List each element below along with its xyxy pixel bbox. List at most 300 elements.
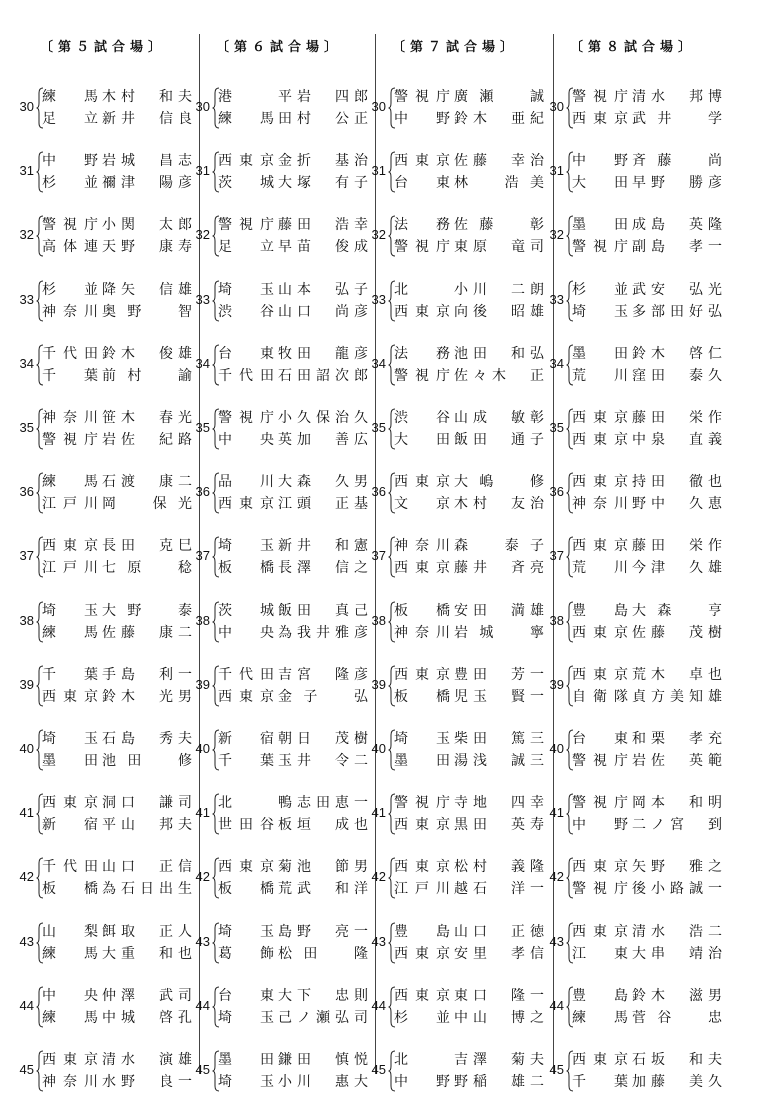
competitor-affiliation: 練 馬 bbox=[42, 89, 98, 105]
competitor-name: 藤田 栄作 bbox=[632, 538, 722, 555]
competitor-red bbox=[572, 343, 722, 365]
match-entry bbox=[542, 792, 724, 840]
match-entry bbox=[188, 985, 370, 1033]
competitor-name: 松田 隆 bbox=[278, 945, 368, 962]
match-number: 42 bbox=[549, 869, 564, 885]
match-number: 42 bbox=[195, 869, 210, 885]
competitor-red bbox=[42, 664, 192, 686]
competitor-affiliation: 西東京 bbox=[572, 624, 628, 641]
competitor-affiliation: 埼 玉 bbox=[218, 1074, 274, 1090]
competitor-name: 児玉 賢一 bbox=[454, 688, 544, 705]
competitor-affiliation: 渋 谷 bbox=[218, 303, 274, 320]
competitor-name: 玉井 令二 bbox=[278, 753, 368, 769]
competitor-name: 岡本 和明 bbox=[632, 795, 722, 812]
match-entry bbox=[542, 921, 724, 969]
competitor-white bbox=[572, 686, 722, 708]
competitor-red bbox=[394, 343, 544, 365]
competitor-affiliation: 杉 並 bbox=[42, 175, 98, 192]
match-entry bbox=[364, 985, 546, 1033]
competitor-name: 佐藤 茂樹 bbox=[632, 624, 722, 641]
competitor-affiliation: 板 橋 bbox=[42, 881, 98, 898]
match-entry bbox=[12, 150, 194, 198]
competitor-affiliation: 墨 田 bbox=[572, 345, 628, 362]
competitor-name: 大重 和也 bbox=[102, 945, 192, 962]
competitor-red bbox=[42, 471, 192, 493]
competitor-affiliation: 警視庁 bbox=[42, 432, 98, 448]
competitor-white bbox=[218, 622, 368, 644]
competitor-affiliation: 江戸川 bbox=[394, 881, 450, 898]
match-number: 34 bbox=[195, 355, 210, 371]
competitor-white bbox=[42, 429, 192, 451]
competitor-white bbox=[42, 236, 192, 258]
competitor-name: 二ノ宮 到 bbox=[632, 817, 722, 834]
competitor-affiliation: 神奈川 bbox=[394, 538, 450, 555]
competitor-name: 野稲 雄二 bbox=[454, 1074, 544, 1090]
match-entry bbox=[542, 150, 724, 198]
competitor-white bbox=[42, 493, 192, 515]
competitor-red bbox=[42, 921, 192, 943]
competitor-red bbox=[394, 985, 544, 1007]
match-number: 42 bbox=[371, 869, 386, 885]
competitor-name: 山成 敏彰 bbox=[454, 410, 544, 426]
competitor-affiliation: 江戸川 bbox=[42, 560, 98, 577]
competitor-affiliation: 渋 谷 bbox=[394, 410, 450, 426]
competitor-name: 藤田 浩幸 bbox=[278, 217, 368, 234]
competitor-name: 佐藤 幸治 bbox=[454, 153, 544, 170]
competitor-white bbox=[572, 172, 722, 194]
competitor-name: 中山 博之 bbox=[454, 1009, 544, 1026]
competitor-white bbox=[572, 750, 722, 772]
competitor-red bbox=[394, 150, 544, 172]
competitor-name: 斉藤 尚 bbox=[632, 153, 722, 170]
competitor-red bbox=[218, 214, 368, 236]
competitor-white bbox=[42, 172, 192, 194]
competitor-red bbox=[572, 728, 722, 750]
competitor-affiliation: 茨 城 bbox=[218, 175, 274, 192]
competitor-name: 東原 竜司 bbox=[454, 239, 544, 256]
competitor-red bbox=[394, 664, 544, 686]
venue-title: 〔第６試合場〕 bbox=[215, 40, 342, 55]
match-number: 31 bbox=[371, 163, 386, 179]
competitor-red bbox=[572, 985, 722, 1007]
competitor-affiliation: 北 bbox=[218, 795, 232, 812]
competitor-white bbox=[572, 493, 722, 515]
competitor-name: 牧田 龍彦 bbox=[278, 345, 368, 362]
match-entry bbox=[542, 343, 724, 391]
match-number: 35 bbox=[371, 420, 386, 435]
competitor-name: 持田 徹也 bbox=[632, 474, 722, 491]
competitor-name: 岩佐 英範 bbox=[632, 753, 722, 769]
competitor-affiliation: 豊 島 bbox=[572, 602, 628, 619]
competitor-name: 山口 正信 bbox=[102, 859, 192, 876]
competitor-affiliation: 自衛隊 bbox=[572, 688, 628, 705]
competitor-red bbox=[42, 535, 192, 557]
competitor-affiliation: 豊 島 bbox=[572, 987, 628, 1004]
competitor-affiliation: 練 馬 bbox=[42, 474, 98, 491]
competitor-white bbox=[572, 236, 722, 258]
competitor-name: 後小路誠一 bbox=[632, 881, 722, 898]
competitor-name: 己ノ瀬弘司 bbox=[278, 1009, 368, 1026]
competitor-name: 岡 保光 bbox=[102, 496, 192, 513]
competitor-red bbox=[572, 535, 722, 557]
competitor-affiliation: 墨 田 bbox=[42, 753, 98, 769]
competitor-affiliation: 荒 川 bbox=[572, 367, 628, 384]
competitor-name: 武井 学 bbox=[632, 111, 722, 127]
competitor-affiliation: 埼 玉 bbox=[218, 1009, 274, 1026]
match-entry bbox=[12, 728, 194, 776]
competitor-red bbox=[42, 279, 192, 301]
competitor-affiliation: 北 bbox=[394, 1052, 408, 1068]
competitor-red bbox=[572, 792, 722, 814]
match-entry bbox=[12, 921, 194, 969]
competitor-name: 大森 久男 bbox=[278, 474, 368, 491]
competitor-affiliation: 文 京 bbox=[394, 496, 450, 513]
competitor-affiliation: 警視庁 bbox=[42, 217, 98, 234]
competitor-name: 金折 基治 bbox=[278, 153, 368, 170]
competitor-white bbox=[394, 878, 544, 900]
competitor-white bbox=[572, 622, 722, 644]
competitor-name: 成島 英隆 bbox=[632, 217, 722, 234]
competitor-white bbox=[218, 1007, 368, 1029]
match-entry bbox=[12, 471, 194, 519]
match-number: 31 bbox=[195, 163, 210, 179]
competitor-white bbox=[394, 814, 544, 836]
competitor-affiliation: 神奈川 bbox=[42, 410, 98, 426]
match-entry bbox=[188, 792, 370, 840]
competitor-name: 小関 太郎 bbox=[102, 217, 192, 234]
competitor-red bbox=[572, 407, 722, 429]
competitor-red bbox=[218, 792, 368, 814]
competitor-affiliation: 西東京 bbox=[42, 1052, 98, 1068]
match-number: 36 bbox=[371, 484, 386, 500]
competitor-red bbox=[218, 664, 368, 686]
match-number: 38 bbox=[19, 612, 34, 628]
competitor-red bbox=[394, 214, 544, 236]
match-number: 40 bbox=[195, 741, 210, 756]
competitor-red bbox=[394, 856, 544, 878]
match-number: 39 bbox=[195, 676, 210, 692]
match-number: 44 bbox=[195, 997, 210, 1013]
competitor-name: 鴨志田恵一 bbox=[278, 795, 368, 812]
competitor-affiliation: 江 東 bbox=[572, 945, 628, 962]
competitor-affiliation: 品 川 bbox=[218, 474, 274, 491]
competitor-name: 江頭 正基 bbox=[278, 496, 368, 513]
competitor-white bbox=[42, 108, 192, 130]
competitor-name: 岩城 寧 bbox=[454, 624, 544, 641]
competitor-white bbox=[572, 301, 722, 323]
match-entry bbox=[364, 664, 546, 712]
match-entry bbox=[12, 407, 194, 455]
match-number: 30 bbox=[19, 99, 34, 114]
competitor-white bbox=[218, 365, 368, 387]
competitor-affiliation: 西東京 bbox=[42, 688, 98, 705]
match-entry bbox=[364, 214, 546, 262]
competitor-white bbox=[394, 365, 544, 387]
match-entry bbox=[188, 407, 370, 455]
competitor-name: 貞方美知雄 bbox=[632, 688, 722, 705]
competitor-name: 藤井 斉亮 bbox=[454, 560, 544, 577]
competitor-name: 越石 洋一 bbox=[454, 881, 544, 898]
competitor-red bbox=[218, 407, 368, 429]
match-entry bbox=[542, 471, 724, 519]
competitor-name: 降矢 信雄 bbox=[102, 281, 192, 298]
competitor-affiliation: 警視庁 bbox=[218, 410, 274, 426]
competitor-name: 菅谷 忠 bbox=[632, 1009, 722, 1026]
competitor-name: 中泉 直義 bbox=[632, 432, 722, 448]
competitor-red bbox=[572, 279, 722, 301]
competitor-name: 窪田 泰久 bbox=[632, 367, 722, 384]
match-number: 43 bbox=[19, 933, 34, 949]
competitor-white bbox=[572, 557, 722, 579]
competitor-white bbox=[394, 943, 544, 965]
match-number: 35 bbox=[195, 420, 210, 435]
competitor-affiliation: 神奈川 bbox=[572, 496, 628, 513]
competitor-name: 清水 浩二 bbox=[632, 923, 722, 940]
competitor-red bbox=[218, 600, 368, 622]
match-entry bbox=[12, 343, 194, 391]
match-entry bbox=[12, 792, 194, 840]
competitor-name: 早野 勝彦 bbox=[632, 175, 722, 192]
competitor-white bbox=[394, 557, 544, 579]
match-number: 40 bbox=[371, 741, 386, 756]
competitor-affiliation: 杉 並 bbox=[572, 281, 628, 298]
competitor-red bbox=[218, 279, 368, 301]
competitor-white bbox=[42, 365, 192, 387]
competitor-name: 黒田 英寿 bbox=[454, 817, 544, 834]
competitor-affiliation: 板 橋 bbox=[218, 560, 274, 577]
competitor-name: 荒木 卓也 bbox=[632, 666, 722, 683]
competitor-affiliation: 西東京 bbox=[42, 538, 98, 555]
competitor-affiliation: 西東京 bbox=[218, 153, 274, 170]
competitor-white bbox=[218, 878, 368, 900]
competitor-white bbox=[218, 108, 368, 130]
competitor-affiliation: 杉 並 bbox=[394, 1009, 450, 1026]
competitor-name: 平岩 四郎 bbox=[278, 89, 368, 105]
competitor-name: 鈴木 啓仁 bbox=[632, 345, 722, 362]
competitor-white bbox=[218, 236, 368, 258]
competitor-red bbox=[42, 792, 192, 814]
match-number: 39 bbox=[371, 676, 386, 692]
competitor-name: 石坂 和夫 bbox=[632, 1052, 722, 1068]
match-number: 34 bbox=[19, 355, 34, 371]
competitor-affiliation: 埼 玉 bbox=[218, 923, 274, 940]
match-number: 38 bbox=[549, 612, 564, 628]
competitor-name: 豊田 芳一 bbox=[454, 666, 544, 683]
competitor-name: 早苗 俊成 bbox=[278, 239, 368, 256]
match-number: 45 bbox=[371, 1062, 386, 1077]
competitor-affiliation: 西東京 bbox=[218, 859, 274, 876]
competitor-affiliation: 荒 川 bbox=[572, 560, 628, 577]
competitor-affiliation: 千代田 bbox=[42, 345, 98, 362]
match-number: 32 bbox=[195, 227, 210, 243]
match-number: 32 bbox=[371, 227, 386, 243]
competitor-red bbox=[394, 407, 544, 429]
competitor-white bbox=[42, 622, 192, 644]
competitor-name: 荒武 和洋 bbox=[278, 881, 368, 898]
competitor-affiliation: 西東京 bbox=[42, 795, 98, 812]
competitor-name: 鈴木 滋男 bbox=[632, 987, 722, 1004]
match-number: 36 bbox=[195, 484, 210, 500]
competitor-affiliation: 西東京 bbox=[394, 945, 450, 962]
competitor-name: 石島 秀夫 bbox=[102, 731, 192, 747]
competitor-name: 大下 忠則 bbox=[278, 987, 368, 1004]
competitor-red bbox=[394, 600, 544, 622]
competitor-red bbox=[572, 1049, 722, 1071]
competitor-affiliation: 台 東 bbox=[218, 345, 274, 362]
competitor-affiliation: 山 梨 bbox=[42, 923, 98, 940]
match-entry bbox=[542, 86, 724, 134]
competitor-affiliation: 北 bbox=[394, 281, 408, 298]
competitor-name: 藤田 栄作 bbox=[632, 410, 722, 426]
competitor-white bbox=[218, 943, 368, 965]
competitor-red bbox=[394, 1049, 544, 1071]
competitor-name: 廣瀬 誠 bbox=[454, 89, 544, 105]
competitor-name: 清水 演雄 bbox=[102, 1052, 192, 1068]
match-number: 43 bbox=[549, 933, 564, 949]
competitor-name: 為我井雅彦 bbox=[278, 624, 368, 641]
competitor-name: 新井 和憲 bbox=[278, 538, 368, 555]
match-entry bbox=[364, 150, 546, 198]
match-number: 31 bbox=[19, 163, 34, 179]
match-number: 36 bbox=[549, 484, 564, 500]
match-number: 44 bbox=[371, 997, 386, 1013]
match-number: 32 bbox=[19, 227, 34, 243]
match-number: 33 bbox=[195, 291, 210, 307]
competitor-name: 小川 二朗 bbox=[454, 281, 544, 298]
match-entry bbox=[364, 921, 546, 969]
competitor-white bbox=[394, 686, 544, 708]
competitor-red bbox=[42, 600, 192, 622]
match-number: 41 bbox=[371, 805, 386, 821]
competitor-affiliation: 西東京 bbox=[394, 859, 450, 876]
competitor-affiliation: 千代田 bbox=[218, 367, 274, 384]
competitor-name: 田村 公正 bbox=[278, 111, 368, 127]
match-number: 30 bbox=[371, 99, 386, 114]
competitor-name: 石渡 康二 bbox=[102, 474, 192, 491]
match-entry bbox=[364, 279, 546, 327]
match-entry bbox=[188, 86, 370, 134]
competitor-white bbox=[394, 750, 544, 772]
match-number: 31 bbox=[549, 163, 564, 179]
match-entry bbox=[542, 664, 724, 712]
match-entry bbox=[188, 150, 370, 198]
competitor-name: 佐藤 彰 bbox=[454, 217, 544, 234]
competitor-name: 木村 和夫 bbox=[102, 89, 192, 105]
competitor-name: 小川 惠大 bbox=[278, 1074, 368, 1090]
competitor-affiliation: 墨 田 bbox=[572, 217, 628, 234]
match-entry bbox=[364, 407, 546, 455]
match-entry bbox=[188, 343, 370, 391]
match-entry bbox=[364, 535, 546, 583]
match-entry bbox=[188, 728, 370, 776]
competitor-white bbox=[394, 1007, 544, 1029]
competitor-name: 池田 修 bbox=[102, 753, 192, 769]
competitor-name: 英加 善広 bbox=[278, 432, 368, 448]
competitor-red bbox=[42, 728, 192, 750]
match-entry bbox=[542, 214, 724, 262]
competitor-affiliation: 西東京 bbox=[572, 111, 628, 127]
competitor-red bbox=[42, 407, 192, 429]
competitor-name: 野中 久恵 bbox=[632, 496, 722, 513]
competitor-name: 武安 弘光 bbox=[632, 281, 722, 298]
competitor-affiliation: 大 田 bbox=[572, 175, 628, 192]
competitor-affiliation: 西東京 bbox=[572, 410, 628, 426]
competitor-affiliation: 警視庁 bbox=[394, 795, 450, 812]
match-entry bbox=[12, 856, 194, 904]
competitor-name: 飯田 通子 bbox=[454, 432, 544, 448]
competitor-affiliation: 西東京 bbox=[218, 496, 274, 513]
match-number: 37 bbox=[371, 548, 386, 564]
competitor-red bbox=[42, 214, 192, 236]
competitor-affiliation: 法 務 bbox=[394, 217, 450, 234]
competitor-affiliation: 西東京 bbox=[394, 303, 450, 320]
competitor-name: 安里 孝信 bbox=[454, 945, 544, 962]
match-number: 33 bbox=[19, 291, 34, 307]
match-number: 36 bbox=[19, 484, 34, 500]
competitor-name: 長澤 信之 bbox=[278, 560, 368, 577]
competitor-affiliation: 千代田 bbox=[42, 859, 98, 876]
competitor-affiliation: 埼 玉 bbox=[218, 538, 274, 555]
competitor-affiliation: 警視庁 bbox=[394, 367, 450, 384]
competitor-name: 鎌田 慎悦 bbox=[278, 1052, 368, 1068]
match-number: 37 bbox=[19, 548, 34, 564]
competitor-affiliation: 警視庁 bbox=[572, 795, 628, 812]
competitor-red bbox=[572, 664, 722, 686]
competitor-affiliation: 千 葉 bbox=[218, 753, 274, 769]
competitor-affiliation: 西東京 bbox=[218, 688, 274, 705]
competitor-affiliation: 足 立 bbox=[218, 239, 274, 256]
competitor-affiliation: 港 bbox=[218, 89, 232, 105]
competitor-white bbox=[218, 686, 368, 708]
competitor-affiliation: 墨 田 bbox=[218, 1052, 274, 1068]
competitor-affiliation: 警視庁 bbox=[218, 217, 274, 234]
venue-column bbox=[542, 0, 724, 1090]
competitor-white bbox=[42, 301, 192, 323]
competitor-name: 寺地 四幸 bbox=[454, 795, 544, 812]
competitor-red bbox=[572, 150, 722, 172]
competitor-name: 平山 邦夫 bbox=[102, 817, 192, 834]
competitor-name: 石田詔次郎 bbox=[278, 367, 368, 384]
match-number: 44 bbox=[549, 997, 564, 1013]
competitor-affiliation: 神奈川 bbox=[42, 1074, 98, 1090]
competitor-white bbox=[572, 365, 722, 387]
competitor-name: 大塚 有子 bbox=[278, 175, 368, 192]
competitor-affiliation: 埼 玉 bbox=[572, 303, 628, 320]
competitor-name: 副島 孝一 bbox=[632, 239, 722, 256]
competitor-affiliation: 練 馬 bbox=[42, 624, 98, 641]
match-entry bbox=[12, 664, 194, 712]
competitor-white bbox=[572, 878, 722, 900]
match-entry bbox=[364, 86, 546, 134]
competitor-name: 天野 康寿 bbox=[102, 239, 192, 256]
competitor-affiliation: 千 葉 bbox=[572, 1074, 628, 1090]
match-number: 35 bbox=[549, 420, 564, 435]
competitor-red bbox=[394, 86, 544, 108]
competitor-affiliation: 台 東 bbox=[572, 731, 628, 747]
competitor-name: 小久保治久 bbox=[278, 410, 368, 426]
competitor-name: 中城 啓孔 bbox=[102, 1009, 192, 1026]
competitor-name: 佐藤 康二 bbox=[102, 624, 192, 641]
competitor-red bbox=[394, 728, 544, 750]
competitor-affiliation: 中 野 bbox=[394, 111, 450, 127]
match-number: 41 bbox=[549, 805, 564, 821]
competitor-name: 池田 和弘 bbox=[454, 345, 544, 362]
competitor-name: 七原 稔 bbox=[102, 560, 192, 577]
competitor-name: 今津 久雄 bbox=[632, 560, 722, 577]
competitor-name: 洞口 謙司 bbox=[102, 795, 192, 812]
competitor-red bbox=[42, 856, 192, 878]
competitor-name: 和栗 孝充 bbox=[632, 731, 722, 747]
